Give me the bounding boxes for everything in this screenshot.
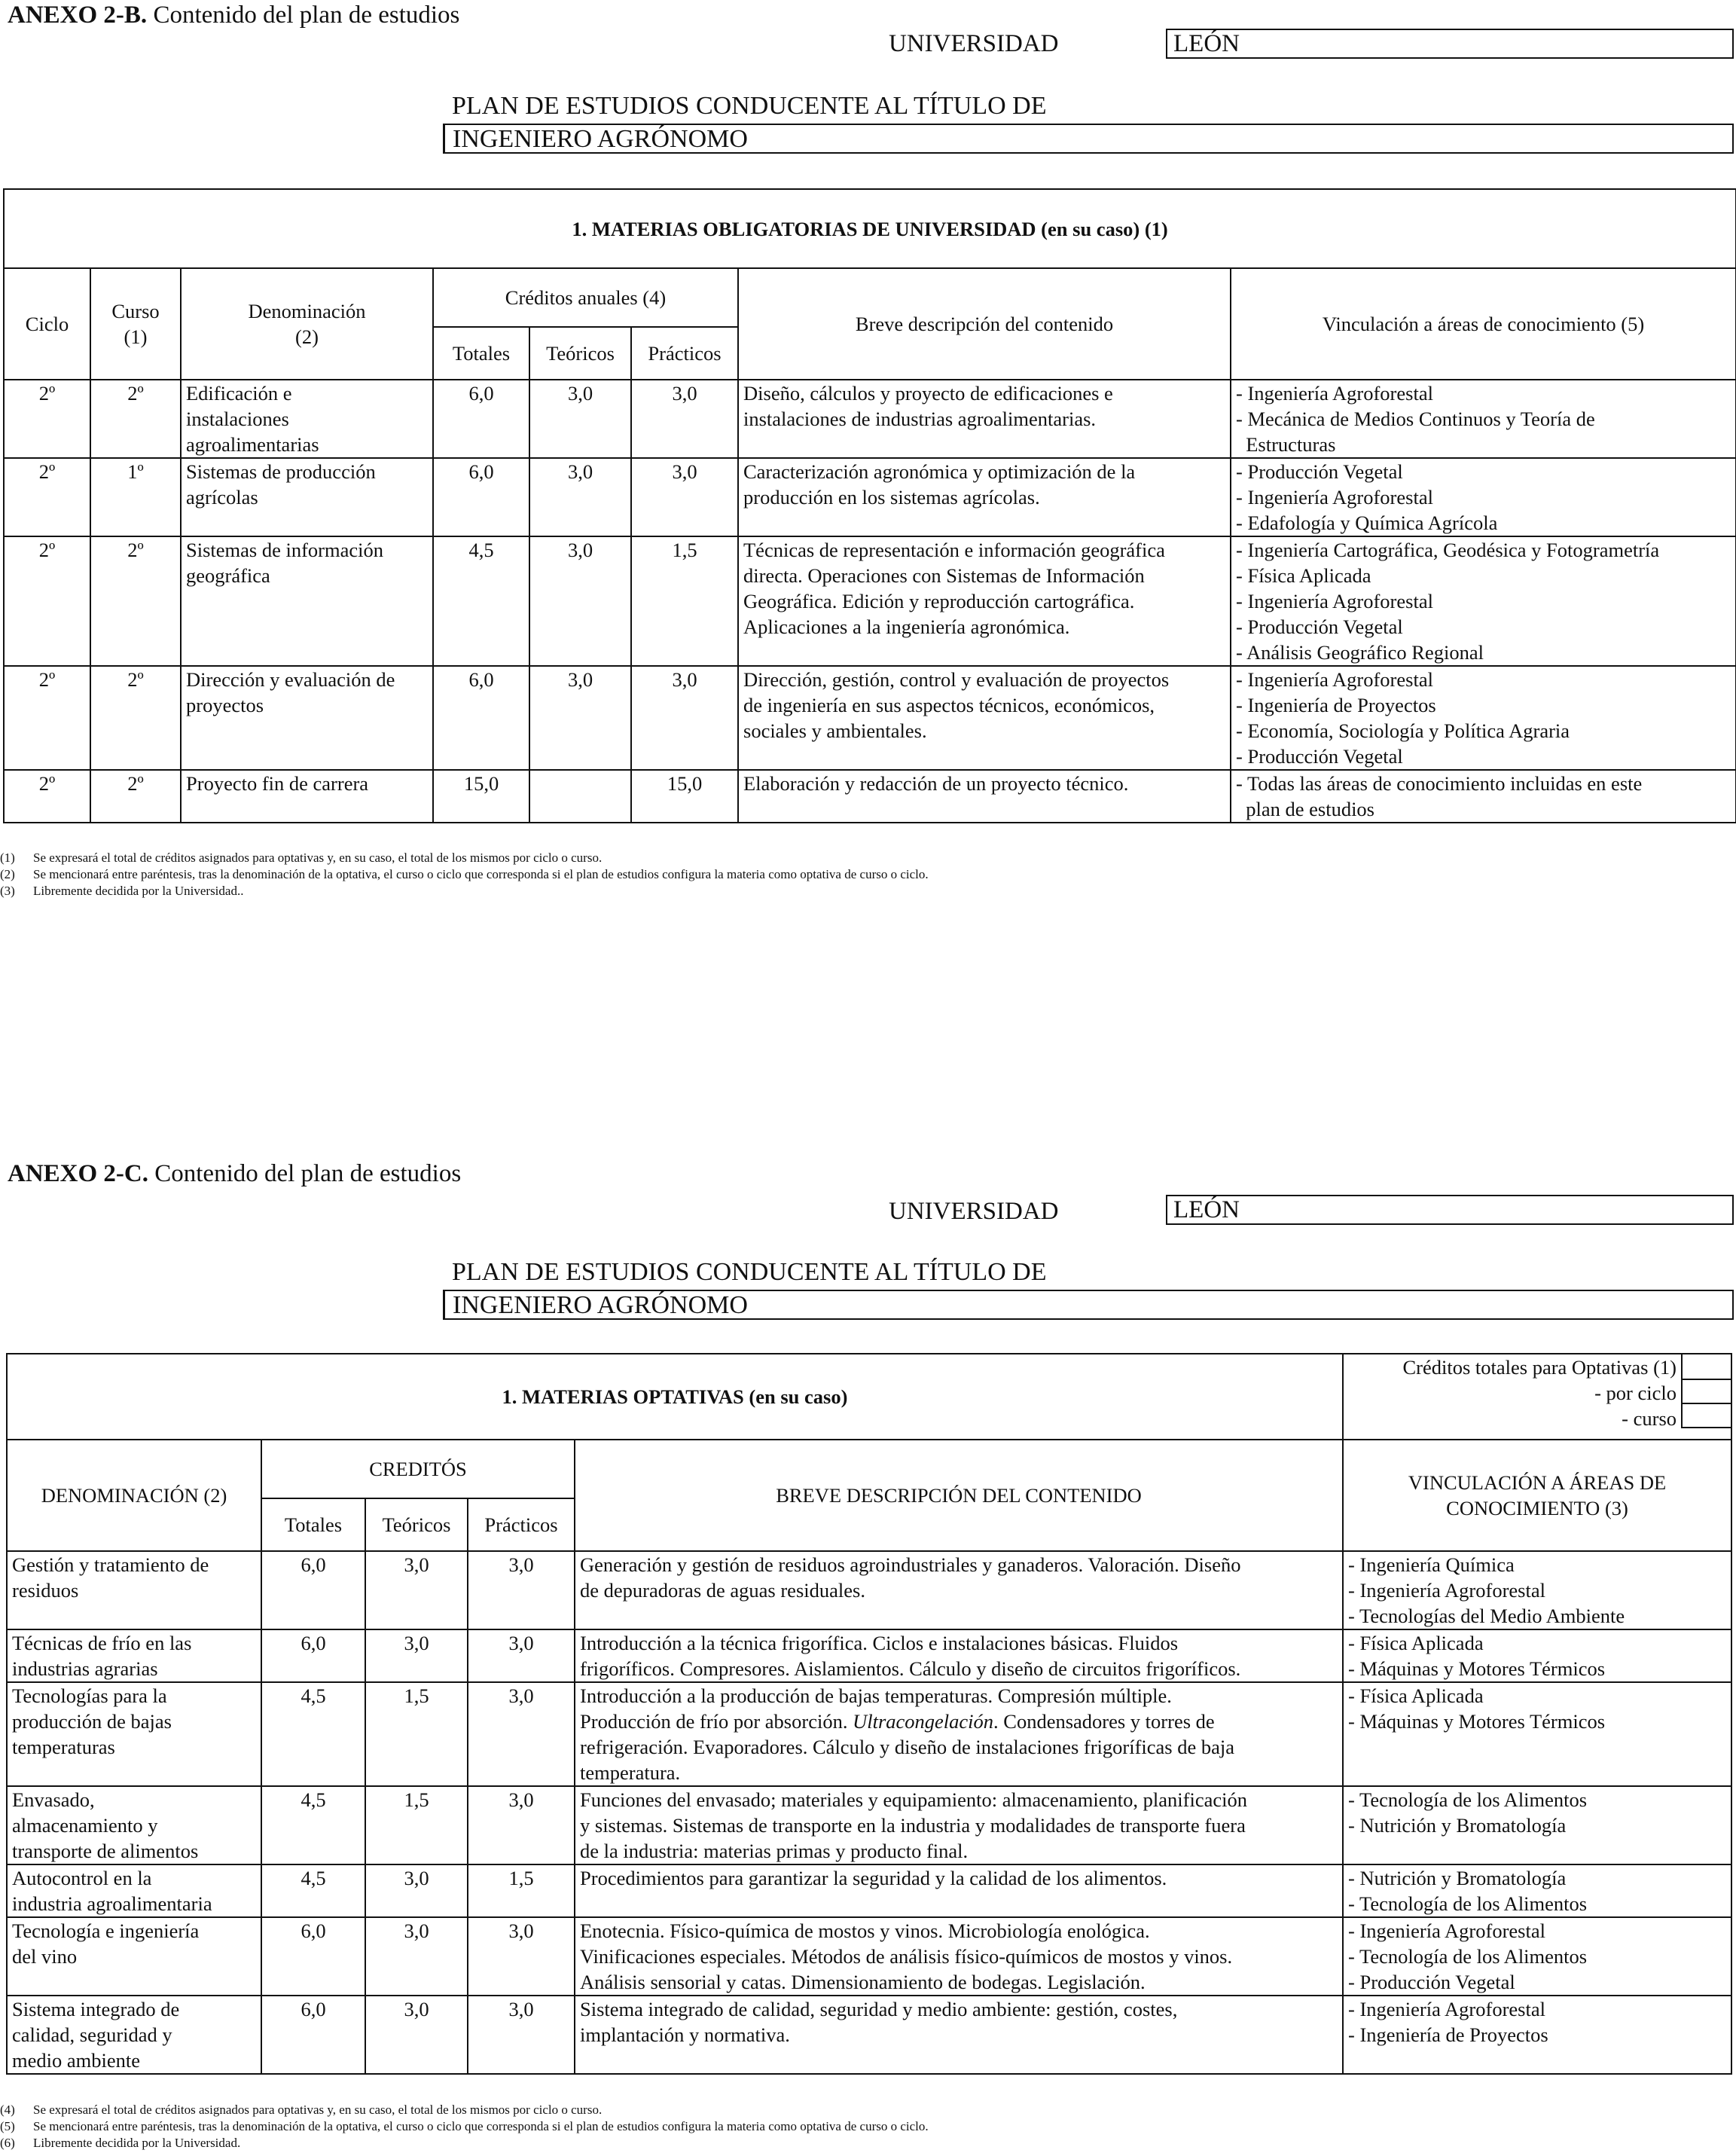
practicos-cell: 3,0 xyxy=(631,380,738,458)
areas-cell: - Todas las áreas de conocimiento incluidas en este plan de estudios xyxy=(1231,770,1736,823)
annex-c-table xyxy=(6,1353,1732,2075)
totales-cell: 4,5 xyxy=(433,536,529,666)
denominacion-cell: Sistemas de información geográfica xyxy=(181,536,433,666)
curso-cell: 1º xyxy=(90,458,181,536)
creditos-por-ciclo-label: - por ciclo xyxy=(1594,1382,1677,1404)
header-descripcion-c: BREVE DESCRIPCIÓN DEL CONTENIDO xyxy=(575,1440,1343,1551)
practicos-cell: 1,5 xyxy=(468,1864,575,1917)
footnote: (6) Libremente decidida por la Universidad. xyxy=(0,2136,241,2150)
totales-cell: 6,0 xyxy=(261,1551,365,1629)
table-row xyxy=(7,1551,1731,1629)
header-teoricos: Teóricos xyxy=(529,327,631,380)
curso-cell: 2º xyxy=(90,666,181,770)
totales-cell: 15,0 xyxy=(433,770,529,823)
header-denominacion: Denominación (2) xyxy=(181,268,433,380)
table-row xyxy=(4,770,1736,823)
annex-b-title: Contenido del plan de estudios xyxy=(153,2,460,29)
descripcion-cell: Técnicas de representación e información geográfica directa. Operaciones con Sistemas de Información Geográfica. Edición y reproducción cartográfica. Aplicaciones a la ingeniería agronómica. xyxy=(738,536,1231,666)
annex-b-plan-label: PLAN DE ESTUDIOS CONDUCENTE AL TÍTULO DE xyxy=(452,92,1047,120)
practicos-cell: 3,0 xyxy=(468,1629,575,1682)
table-row xyxy=(7,1917,1731,1996)
areas-cell: - Producción Vegetal - Ingeniería Agroforestal - Edafología y Química Agrícola xyxy=(1231,458,1736,536)
descripcion-cell: Procedimientos para garantizar la seguridad y la calidad de los alimentos. xyxy=(575,1864,1343,1917)
practicos-cell: 1,5 xyxy=(631,536,738,666)
annex-c-section-title: 1. MATERIAS OPTATIVAS (en su caso) xyxy=(7,1354,1343,1440)
footnote: (1) Se expresará el total de créditos asignados para optativas y, en su caso, el total de los mismos por ciclo o curso. xyxy=(0,851,603,865)
descripcion-cell: Enotecnia. Físico-química de mostos y vinos. Microbiología enológica. Vinificaciones especiales. Métodos de análisis físico-químicos de mostos y vinos. Análisis sensorial y catas. Dimensionamiento de bodegas. Legislación. xyxy=(575,1917,1343,1996)
practicos-cell: 3,0 xyxy=(631,666,738,770)
practicos-cell: 15,0 xyxy=(631,770,738,823)
table-row xyxy=(7,1682,1731,1786)
descripcion-cell: Diseño, cálculos y proyecto de edificaciones e instalaciones de industrias agroalimentarias. xyxy=(738,380,1231,458)
areas-cell: - Ingeniería Agroforestal - Mecánica de Medios Continuos y Teoría de Estructuras xyxy=(1231,380,1736,458)
table-row xyxy=(4,380,1736,458)
areas-cell: - Ingeniería Química - Ingeniería Agroforestal - Tecnologías del Medio Ambiente xyxy=(1343,1551,1731,1629)
header-curso: Curso (1) xyxy=(90,268,181,380)
header-ciclo: Ciclo xyxy=(4,268,90,380)
annex-c-university-label: UNIVERSIDAD xyxy=(889,1198,1059,1225)
practicos-cell: 3,0 xyxy=(468,1551,575,1629)
table-row xyxy=(4,536,1736,666)
annex-c-footnotes xyxy=(0,2102,929,2151)
footnote: (5) Se mencionará entre paréntesis, tras la denominación de la optativa, el curso o ciclo que corresponda si el plan de estudios configura la materia como optativa de curso o ciclo. xyxy=(0,2119,929,2133)
ciclo-cell: 2º xyxy=(4,770,90,823)
practicos-cell: 3,0 xyxy=(468,1917,575,1996)
annex-b-section-title: 1. MATERIAS OBLIGATORIAS DE UNIVERSIDAD (en su caso) (1) xyxy=(4,189,1736,268)
denominacion-cell: Sistemas de producción agrícolas xyxy=(181,458,433,536)
practicos-cell: 3,0 xyxy=(468,1786,575,1864)
header-creditos: Créditos anuales (4) xyxy=(433,268,738,327)
totales-cell: 6,0 xyxy=(433,380,529,458)
annex-c-plan-label: PLAN DE ESTUDIOS CONDUCENTE AL TÍTULO DE xyxy=(452,1258,1047,1286)
teoricos-cell: 3,0 xyxy=(365,1629,468,1682)
header-totales-c: Totales xyxy=(261,1498,365,1551)
footnote: (2) Se mencionará entre paréntesis, tras la denominación de la optativa, el curso o ciclo que corresponda si el plan de estudios configura la materia como optativa de curso o ciclo. xyxy=(0,867,929,881)
teoricos-cell: 3,0 xyxy=(365,1864,468,1917)
teoricos-cell: 3,0 xyxy=(365,1917,468,1996)
table-row xyxy=(4,666,1736,770)
ciclo-cell: 2º xyxy=(4,380,90,458)
denominacion-cell: Tecnologías para la producción de bajas temperaturas xyxy=(7,1682,261,1786)
creditos-ciclo-value-box xyxy=(1681,1379,1731,1404)
header-practicos-c: Prácticos xyxy=(468,1498,575,1551)
descripcion-cell: Introducción a la técnica frigorífica. Ciclos e instalaciones básicas. Fluidos frigoríficos. Compresores. Aislamientos. Cálculo y diseño de circuitos frigoríficos. xyxy=(575,1629,1343,1682)
descripcion-cell: Funciones del envasado; materiales y equipamiento: almacenamiento, planificación y sistemas. Sistemas de transporte en la industria y modalidades de transporte fuera de la industria: materias primas y producto final. xyxy=(575,1786,1343,1864)
practicos-cell: 3,0 xyxy=(631,458,738,536)
teoricos-cell: 1,5 xyxy=(365,1786,468,1864)
annex-b-label: ANEXO 2-B. xyxy=(8,2,148,29)
totales-cell: 6,0 xyxy=(261,1917,365,1996)
teoricos-cell xyxy=(529,770,631,823)
denominacion-cell: Edificación e instalaciones agroalimentarias xyxy=(181,380,433,458)
header-denominacion-c: DENOMINACIÓN (2) xyxy=(7,1440,261,1551)
teoricos-cell: 3,0 xyxy=(529,666,631,770)
annex-b-footnotes xyxy=(0,850,929,899)
teoricos-cell: 3,0 xyxy=(529,380,631,458)
totales-cell: 6,0 xyxy=(433,666,529,770)
annex-b-plan-field: INGENIERO AGRÓNOMO xyxy=(443,124,1734,154)
areas-cell: - Ingeniería Cartográfica, Geodésica y Fotogrametría - Física Aplicada - Ingeniería Agroforestal - Producción Vegetal - Análisis Geográfico Regional xyxy=(1231,536,1736,666)
header-practicos: Prácticos xyxy=(631,327,738,380)
totales-cell: 4,5 xyxy=(261,1786,365,1864)
teoricos-cell: 3,0 xyxy=(529,536,631,666)
header-totales: Totales xyxy=(433,327,529,380)
table-row xyxy=(7,1864,1731,1917)
table-row xyxy=(7,1629,1731,1682)
annex-b-table xyxy=(3,188,1736,823)
areas-cell: - Ingeniería Agroforestal - Tecnología de los Alimentos - Producción Vegetal xyxy=(1343,1917,1731,1996)
annex-c-plan-field: INGENIERO AGRÓNOMO xyxy=(443,1290,1734,1320)
annex-c-label: ANEXO 2-C. xyxy=(8,1160,148,1187)
creditos-totales-value-box xyxy=(1681,1354,1731,1380)
creditos-curso-label: - curso xyxy=(1622,1407,1677,1430)
creditos-totales-box xyxy=(1343,1354,1731,1440)
descripcion-cell: Dirección, gestión, control y evaluación de proyectos de ingeniería en sus aspectos técnicos, económicos, sociales y ambientales. xyxy=(738,666,1231,770)
areas-cell: - Ingeniería Agroforestal - Ingeniería de Proyectos xyxy=(1343,1996,1731,2074)
descripcion-cell: Introducción a la producción de bajas temperaturas. Compresión múltiple. Producción de frío por absorción. Ultracongelación. Condensadores y torres de refrigeración. Evaporadores. Cálculo y diseño de instalaciones frigoríficas de baja temperatura. xyxy=(575,1682,1343,1786)
ciclo-cell: 2º xyxy=(4,536,90,666)
header-descripcion: Breve descripción del contenido xyxy=(738,268,1231,380)
table-row xyxy=(7,1786,1731,1864)
areas-cell: - Ingeniería Agroforestal - Ingeniería de Proyectos - Economía, Sociología y Política Agraria - Producción Vegetal xyxy=(1231,666,1736,770)
ciclo-cell: 2º xyxy=(4,666,90,770)
table-row xyxy=(4,458,1736,536)
denominacion-cell: Sistema integrado de calidad, seguridad y medio ambiente xyxy=(7,1996,261,2074)
footnote: (4) Se expresará el total de créditos asignados para optativas y, en su caso, el total de los mismos por ciclo o curso. xyxy=(0,2103,603,2117)
practicos-cell: 3,0 xyxy=(468,1682,575,1786)
annex-b-heading xyxy=(8,2,459,29)
denominacion-cell: Tecnología e ingeniería del vino xyxy=(7,1917,261,1996)
areas-cell: - Tecnología de los Alimentos - Nutrición y Bromatología xyxy=(1343,1786,1731,1864)
creditos-curso-value-box xyxy=(1681,1403,1731,1428)
annex-c-title: Contenido del plan de estudios xyxy=(154,1160,462,1187)
curso-cell: 2º xyxy=(90,380,181,458)
header-creditos-c: CREDITÓS xyxy=(261,1440,575,1498)
totales-cell: 6,0 xyxy=(261,1629,365,1682)
annex-c-university-field: LEÓN xyxy=(1166,1195,1734,1225)
annex-b-university-label: UNIVERSIDAD xyxy=(889,30,1059,57)
totales-cell: 6,0 xyxy=(433,458,529,536)
annex-b-university-field: LEÓN xyxy=(1166,29,1734,59)
denominacion-cell: Envasado, almacenamiento y transporte de alimentos xyxy=(7,1786,261,1864)
teoricos-cell: 3,0 xyxy=(529,458,631,536)
footnote: (3) Libremente decidida por la Universidad.. xyxy=(0,884,244,898)
ciclo-cell: 2º xyxy=(4,458,90,536)
teoricos-cell: 3,0 xyxy=(365,1551,468,1629)
denominacion-cell: Técnicas de frío en las industrias agrarias xyxy=(7,1629,261,1682)
denominacion-cell: Proyecto fin de carrera xyxy=(181,770,433,823)
denominacion-cell: Autocontrol en la industria agroalimentaria xyxy=(7,1864,261,1917)
descripcion-cell: Sistema integrado de calidad, seguridad y medio ambiente: gestión, costes, implantación y normativa. xyxy=(575,1996,1343,2074)
areas-cell: - Nutrición y Bromatología - Tecnología de los Alimentos xyxy=(1343,1864,1731,1917)
curso-cell: 2º xyxy=(90,770,181,823)
table-row xyxy=(7,1996,1731,2074)
teoricos-cell: 1,5 xyxy=(365,1682,468,1786)
header-vinculacion: Vinculación a áreas de conocimiento (5) xyxy=(1231,268,1736,380)
totales-cell: 4,5 xyxy=(261,1864,365,1917)
header-vinculacion-c: VINCULACIÓN A ÁREAS DE CONOCIMIENTO (3) xyxy=(1343,1440,1731,1551)
teoricos-cell: 3,0 xyxy=(365,1996,468,2074)
descripcion-cell: Elaboración y redacción de un proyecto técnico. xyxy=(738,770,1231,823)
annex-c-heading xyxy=(8,1160,461,1188)
curso-cell: 2º xyxy=(90,536,181,666)
areas-cell: - Física Aplicada - Máquinas y Motores Térmicos xyxy=(1343,1682,1731,1786)
totales-cell: 6,0 xyxy=(261,1996,365,2074)
areas-cell: - Física Aplicada - Máquinas y Motores Térmicos xyxy=(1343,1629,1731,1682)
descripcion-cell: Caracterización agronómica y optimización de la producción en los sistemas agrícolas. xyxy=(738,458,1231,536)
descripcion-cell: Generación y gestión de residuos agroindustriales y ganaderos. Valoración. Diseño de depuradoras de aguas residuales. xyxy=(575,1551,1343,1629)
totales-cell: 4,5 xyxy=(261,1682,365,1786)
practicos-cell: 3,0 xyxy=(468,1996,575,2074)
denominacion-cell: Dirección y evaluación de proyectos xyxy=(181,666,433,770)
header-teoricos-c: Teóricos xyxy=(365,1498,468,1551)
denominacion-cell: Gestión y tratamiento de residuos xyxy=(7,1551,261,1629)
creditos-totales-label: Créditos totales para Optativas (1) xyxy=(1402,1356,1677,1379)
